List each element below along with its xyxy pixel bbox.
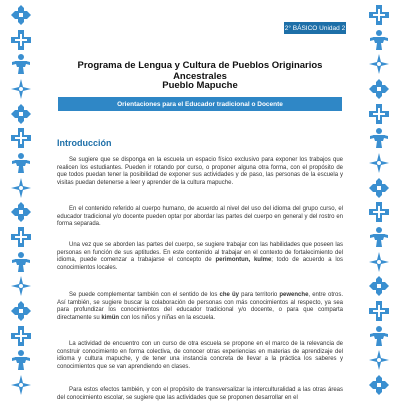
paragraph-text: Se puede complementar también con el sentido de los (69, 292, 220, 298)
mapuche-geometric-motif-icon (368, 226, 390, 248)
mapuche-geometric-motif-icon (10, 325, 32, 347)
mapuche-geometric-motif-icon (10, 251, 32, 273)
mapuche-geometric-motif-icon (10, 78, 32, 100)
paragraph-3 (57, 242, 343, 272)
mapuche-geometric-motif-icon (368, 201, 390, 223)
mapuche-geometric-motif-icon (368, 152, 390, 174)
mapuche-geometric-motif-icon (368, 53, 390, 75)
bold-term: che üy (219, 292, 239, 298)
paragraph-text: Se sugiere que se disponga en la escuela un espacio físico exclusivo para exponer los trabajos que realicen los estudiantes. Pueden ir rotando por curso, o proponer alguna otra forma, con el propósito de que todos puedan tener la posibilidad de exponer sus actividades y de paso, las personas de la escuela y visitas puedan detenerse a leer y aprender de la cultura mapuche. (57, 157, 343, 186)
mapuche-geometric-motif-icon (10, 374, 32, 396)
paragraph-2 (57, 206, 343, 229)
mapuche-geometric-motif-icon (368, 275, 390, 297)
left-decorative-border (4, 0, 38, 400)
paragraph-5 (57, 341, 343, 371)
page-title: Programa de Lengua y Cultura de Pueblos Originarios Ancestrales (77, 60, 323, 82)
section-heading: Introducción (57, 138, 112, 148)
mapuche-geometric-motif-icon (10, 53, 32, 75)
paragraph-text: para territorio (239, 292, 280, 298)
mapuche-geometric-motif-icon (368, 103, 390, 125)
mapuche-geometric-motif-icon (10, 4, 32, 26)
mapuche-geometric-motif-icon (10, 127, 32, 149)
mapuche-geometric-motif-icon (10, 226, 32, 248)
grade-unit-badge: 2° BÁSICO Unidad 2 (284, 22, 346, 34)
right-decorative-border (362, 0, 396, 400)
mapuche-geometric-motif-icon (368, 127, 390, 149)
page-subtitle: Pueblo Mapuche (162, 80, 238, 91)
paragraph-text: , entre otros. Así también, se sugiere buscar la colaboración de personas con más conocimientos al respecto, ya sea para profundizar los conocimientos del educador tradicional y/o docente, o para que comparta directamente su (57, 292, 343, 321)
bold-term: pewenche (279, 292, 309, 298)
mapuche-geometric-motif-icon (368, 325, 390, 347)
mapuche-geometric-motif-icon (368, 177, 390, 199)
mapuche-geometric-motif-icon (10, 152, 32, 174)
mapuche-geometric-motif-icon (10, 349, 32, 371)
mapuche-geometric-motif-icon (368, 251, 390, 273)
mapuche-geometric-motif-icon (368, 78, 390, 100)
mapuche-geometric-motif-icon (368, 300, 390, 322)
paragraph-text: Una vez que se aborden las partes del cuerpo, se sugiere trabajar con las habilidades que poseen las personas en función de sus aptitudes. En este contenido al trabajar en el contexto de fortalecimiento del idioma, puede comenzar a trabajarse el concepto de (57, 242, 343, 264)
mapuche-geometric-motif-icon (10, 300, 32, 322)
paragraph-text: ; todo de acuerdo a los conocimientos locales. (57, 257, 344, 271)
paragraph-text: con los niños y niñas en la escuela. (119, 314, 216, 321)
mapuche-geometric-motif-icon (10, 177, 32, 199)
mapuche-geometric-motif-icon (368, 4, 390, 26)
mapuche-geometric-motif-icon (10, 29, 32, 51)
bold-term: kimün (101, 314, 120, 321)
mapuche-geometric-motif-icon (368, 374, 390, 396)
mapuche-geometric-motif-icon (10, 103, 32, 125)
paragraph-4 (57, 292, 343, 322)
mapuche-geometric-motif-icon (368, 29, 390, 51)
paragraph-1 (57, 157, 343, 187)
paragraph-text: En el contenido referido al cuerpo humano, de acuerdo al nivel del uso del idioma del grupo curso, el educador tradicional y/o docente pueden optar por abordar las partes del cuerpo en general y del rostro en forma separada. (57, 206, 343, 228)
paragraph-text: Para estos efectos también, y con el propósito de transversalizar la interculturalidad a las otras áreas del conocimiento escolar, se sugiere que las actividades que se proponen desarrollar en el (57, 387, 343, 401)
bold-term: perimontun, kulme (215, 257, 272, 264)
mapuche-geometric-motif-icon (368, 349, 390, 371)
guidance-banner: Orientaciones para el Educador tradicional o Docente (58, 97, 342, 111)
paragraph-text: La actividad de encuentro con un curso de otra escuela se propone en el marco de la relevancia de construir conocimiento en forma colectiva, de conocer otras experiencias en materias de aprendizaje del idioma y cultura mapuche, y de tener una instancia concreta de llevar a la práctica los saberes y conocimientos que se van aprendiendo en clases. (57, 341, 343, 370)
mapuche-geometric-motif-icon (10, 275, 32, 297)
mapuche-geometric-motif-icon (10, 201, 32, 223)
